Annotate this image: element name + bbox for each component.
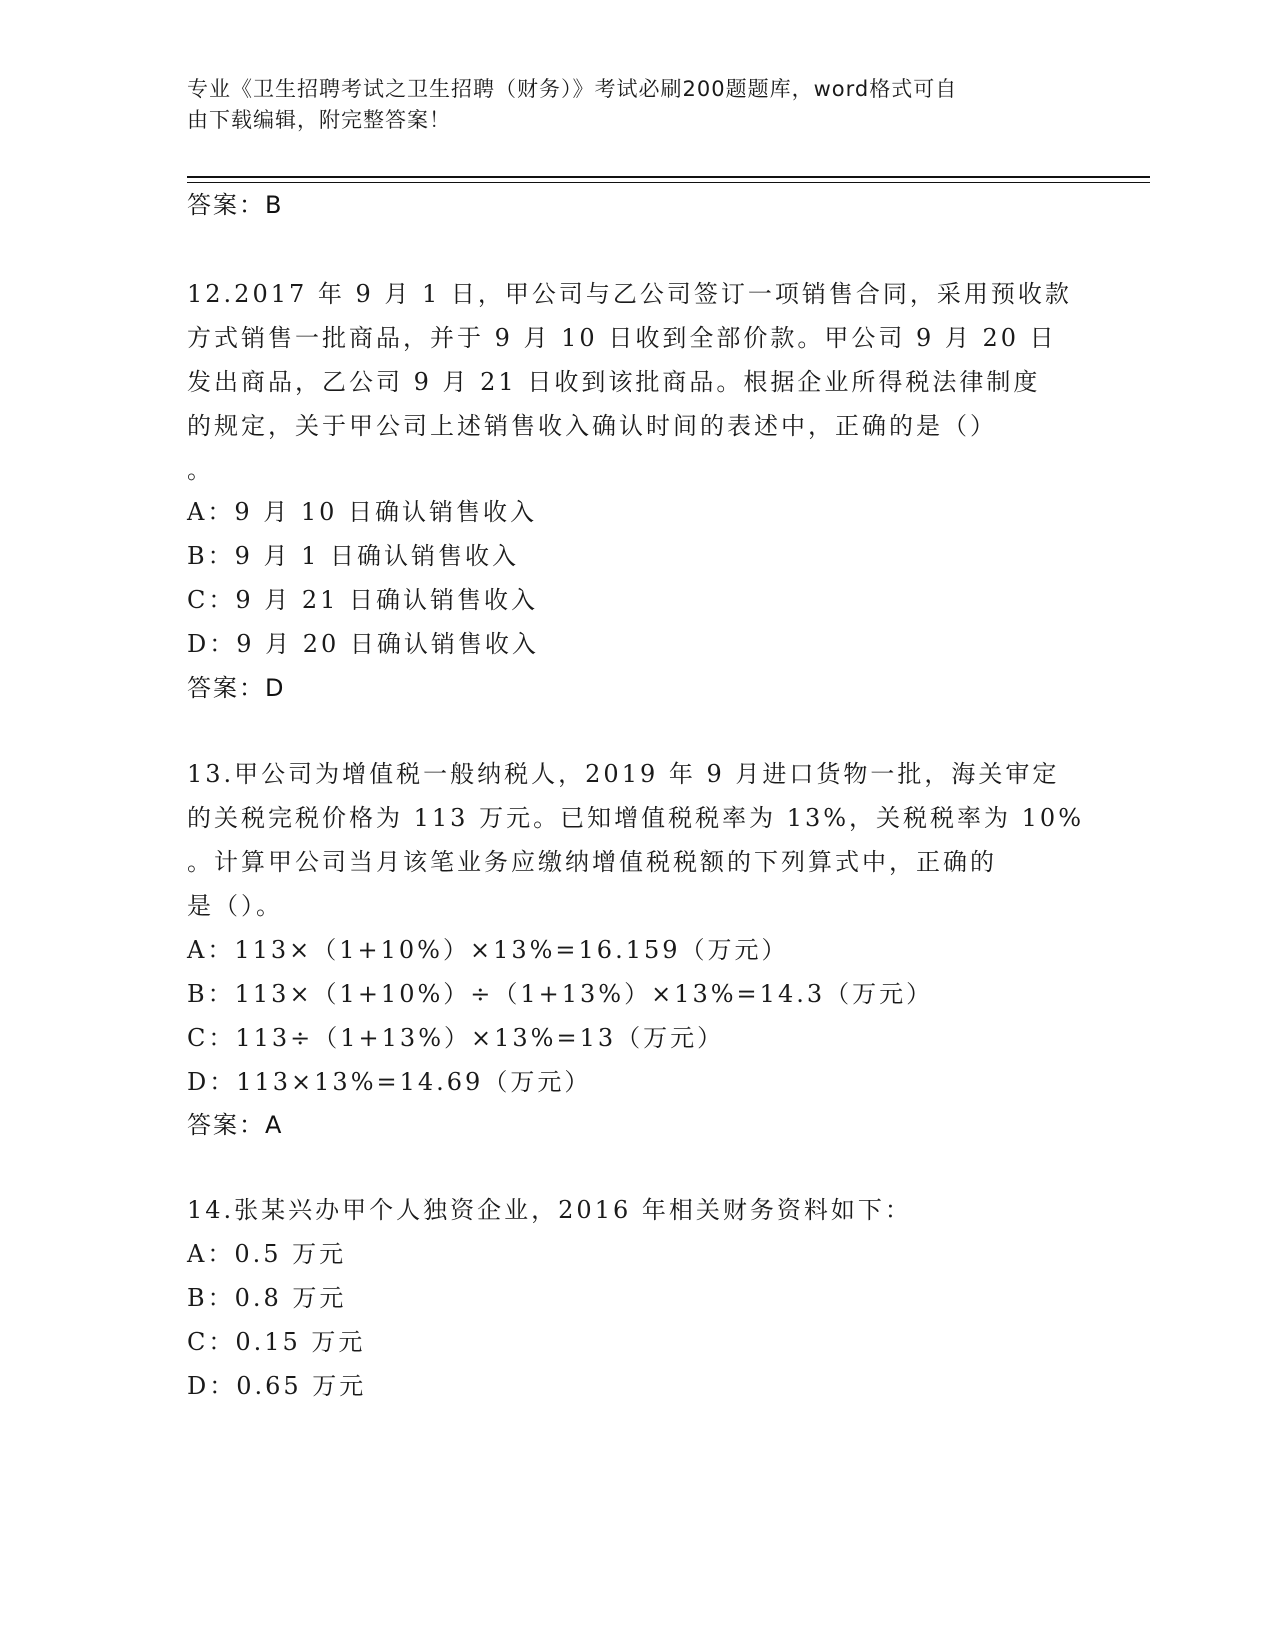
question-14-option-a: A：0.5 万元: [187, 1240, 347, 1268]
question-13-answer: 答案：A: [187, 1111, 284, 1139]
previous-question-answer: 答案：B: [187, 191, 284, 219]
question-12-option-b: B：9 月 1 日确认销售收入: [187, 542, 520, 570]
question-12-line-5: 。: [187, 456, 214, 484]
header-divider-thin: [187, 182, 1150, 183]
question-12-line-3: 发出商品，乙公司 9 月 21 日收到该批商品。根据企业所得税法律制度: [187, 368, 1041, 396]
question-12-line-1: 12.2017 年 9 月 1 日，甲公司与乙公司签订一项销售合同，采用预收款: [187, 280, 1072, 308]
question-13-option-d: D：113×13%=14.69（万元）: [187, 1068, 592, 1096]
question-12-line-2: 方式销售一批商品，并于 9 月 10 日收到全部价款。甲公司 9 月 20 日: [187, 324, 1057, 352]
question-14-line-1: 14.张某兴办甲个人独资企业，2016 年相关财务资料如下：: [187, 1196, 912, 1224]
question-14-option-c: C：0.15 万元: [187, 1328, 366, 1356]
question-14-option-b: B：0.8 万元: [187, 1284, 347, 1312]
question-12-option-c: C：9 月 21 日确认销售收入: [187, 586, 539, 614]
question-13-line-2: 的关税完税价格为 113 万元。已知增值税税率为 13%，关税税率为 10%: [187, 804, 1085, 832]
question-12-answer: 答案：D: [187, 674, 286, 702]
question-13-line-1: 13.甲公司为增值税一般纳税人，2019 年 9 月进口货物一批，海关审定: [187, 760, 1060, 788]
question-13-line-4: 是（）。: [187, 892, 283, 920]
question-12-option-d: D：9 月 20 日确认销售收入: [187, 630, 539, 658]
header-line-2: 由下载编辑，附完整答案！: [187, 108, 451, 132]
question-13-line-3: 。计算甲公司当月该笔业务应缴纳增值税税额的下列算式中，正确的: [187, 848, 997, 876]
question-13-option-a: A：113×（1+10%）×13%=16.159（万元）: [187, 936, 789, 964]
document-header: [187, 74, 1087, 136]
question-12-option-a: A：9 月 10 日确认销售收入: [187, 498, 538, 526]
question-13-option-b: B：113×（1+10%）÷（1+13%）×13%=14.3（万元）: [187, 980, 934, 1008]
question-14-option-d: D：0.65 万元: [187, 1372, 367, 1400]
header-divider-thick: [187, 176, 1150, 178]
question-12-line-4: 的规定，关于甲公司上述销售收入确认时间的表述中，正确的是（）: [187, 412, 997, 440]
header-line-1: 专业《卫生招聘考试之卫生招聘（财务）》考试必刷200题题库，word格式可自: [187, 77, 958, 101]
question-13-option-c: C：113÷（1+13%）×13%=13（万元）: [187, 1024, 725, 1052]
